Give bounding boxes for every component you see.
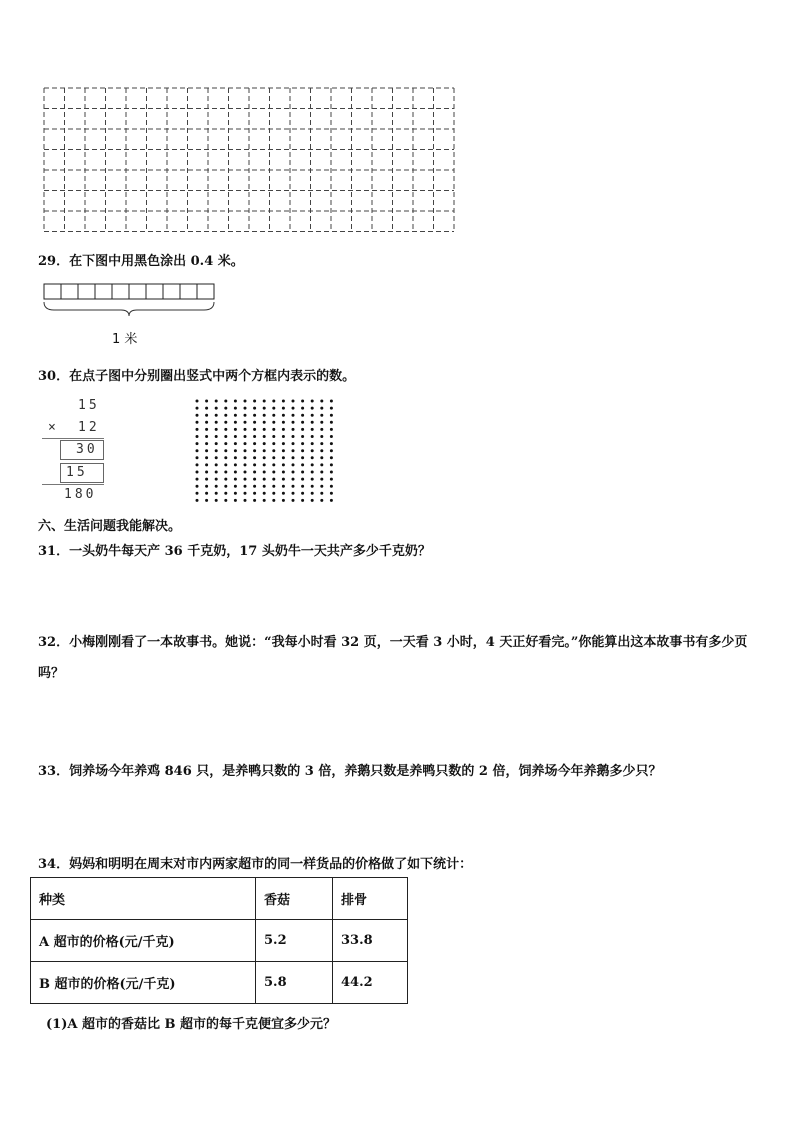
partial-product-2: 15 bbox=[66, 465, 88, 480]
multiplier: 12 bbox=[78, 420, 100, 435]
table-cell: 5.2 bbox=[256, 920, 333, 962]
dot bbox=[330, 485, 333, 488]
dot bbox=[253, 407, 256, 410]
question-34: 34．妈妈和明明在周末对市内两家超市的同一样货品的价格做了如下统计： bbox=[38, 857, 473, 872]
dot bbox=[215, 400, 218, 403]
dot bbox=[224, 456, 227, 459]
dot bbox=[301, 449, 304, 452]
dot bbox=[224, 492, 227, 495]
dot bbox=[311, 414, 314, 417]
table-row bbox=[31, 962, 408, 1004]
dot bbox=[215, 456, 218, 459]
dot bbox=[234, 485, 237, 488]
dot bbox=[263, 463, 266, 466]
dot bbox=[311, 471, 314, 474]
dot bbox=[244, 478, 247, 481]
dot bbox=[272, 478, 275, 481]
dot bbox=[282, 463, 285, 466]
dot bbox=[205, 414, 208, 417]
dot bbox=[301, 456, 304, 459]
dot bbox=[205, 492, 208, 495]
dot bbox=[196, 499, 199, 502]
dot bbox=[292, 414, 295, 417]
dot bbox=[244, 456, 247, 459]
table-cell: 33.8 bbox=[333, 920, 408, 962]
dot bbox=[224, 478, 227, 481]
dot bbox=[196, 449, 199, 452]
dot bbox=[292, 463, 295, 466]
dot bbox=[196, 492, 199, 495]
dot bbox=[272, 442, 275, 445]
strip-segment bbox=[163, 284, 180, 299]
dot bbox=[253, 414, 256, 417]
meter-strip bbox=[38, 282, 218, 330]
dot bbox=[311, 449, 314, 452]
dot bbox=[263, 471, 266, 474]
dot bbox=[253, 435, 256, 438]
dot bbox=[263, 456, 266, 459]
dot bbox=[320, 407, 323, 410]
dot bbox=[272, 456, 275, 459]
dot bbox=[282, 478, 285, 481]
question-30: 30．在点子图中分别圈出竖式中两个方框内表示的数。 bbox=[38, 369, 356, 384]
dot bbox=[224, 435, 227, 438]
dot bbox=[301, 463, 304, 466]
dot bbox=[215, 492, 218, 495]
dot bbox=[196, 471, 199, 474]
dot bbox=[205, 471, 208, 474]
dot bbox=[253, 456, 256, 459]
multiplicand: 15 bbox=[78, 398, 100, 413]
dot bbox=[224, 471, 227, 474]
strip-segment bbox=[44, 284, 61, 299]
dot bbox=[234, 499, 237, 502]
dot bbox=[253, 400, 256, 403]
dot bbox=[320, 499, 323, 502]
dot bbox=[272, 435, 275, 438]
meter-label: 1 米 bbox=[112, 332, 138, 347]
dot bbox=[244, 492, 247, 495]
section-heading: 六、生活问题我能解决。 bbox=[38, 519, 182, 534]
dot bbox=[320, 421, 323, 424]
dot bbox=[272, 421, 275, 424]
dot bbox=[282, 449, 285, 452]
table-cell: 44.2 bbox=[333, 962, 408, 1004]
dot bbox=[224, 499, 227, 502]
dashed-grid bbox=[38, 84, 458, 234]
dot bbox=[205, 485, 208, 488]
dot bbox=[301, 492, 304, 495]
dot bbox=[320, 492, 323, 495]
dot bbox=[205, 400, 208, 403]
dot bbox=[330, 449, 333, 452]
dot bbox=[224, 421, 227, 424]
dot bbox=[196, 442, 199, 445]
dot bbox=[253, 499, 256, 502]
dot bbox=[292, 499, 295, 502]
dot bbox=[272, 414, 275, 417]
dot bbox=[301, 485, 304, 488]
dot bbox=[330, 499, 333, 502]
dot bbox=[282, 442, 285, 445]
dot bbox=[282, 407, 285, 410]
dot bbox=[205, 428, 208, 431]
dot bbox=[205, 449, 208, 452]
dot bbox=[301, 407, 304, 410]
dot bbox=[320, 478, 323, 481]
dot bbox=[311, 442, 314, 445]
dot-grid bbox=[193, 398, 339, 506]
dot bbox=[301, 478, 304, 481]
dot bbox=[292, 471, 295, 474]
header-ribs: 排骨 bbox=[333, 878, 408, 920]
dot bbox=[320, 442, 323, 445]
table-header-row bbox=[31, 878, 408, 920]
dot bbox=[263, 478, 266, 481]
dot bbox=[215, 471, 218, 474]
rule-line-2 bbox=[42, 484, 104, 485]
dot bbox=[253, 485, 256, 488]
dot bbox=[253, 471, 256, 474]
dot bbox=[301, 400, 304, 403]
dot bbox=[320, 463, 323, 466]
dot bbox=[253, 442, 256, 445]
dot bbox=[263, 442, 266, 445]
dot bbox=[272, 400, 275, 403]
dot bbox=[253, 478, 256, 481]
dot bbox=[282, 492, 285, 495]
question-33: 33．饲养场今年养鸡 846 只，是养鸭只数的 3 倍，养鹅只数是养鸭只数的 2 倍，饲养场今年养鹅多少只？ bbox=[38, 764, 662, 779]
dot bbox=[196, 463, 199, 466]
dot bbox=[263, 428, 266, 431]
dot bbox=[330, 407, 333, 410]
dot bbox=[244, 485, 247, 488]
strip-segment bbox=[180, 284, 197, 299]
dot bbox=[311, 435, 314, 438]
dot bbox=[215, 435, 218, 438]
question-34-sub-1: (1)A 超市的香菇比 B 超市的每千克便宜多少元？ bbox=[46, 1017, 336, 1032]
dot bbox=[263, 407, 266, 410]
partial-product-1: 30 bbox=[76, 442, 98, 457]
dot bbox=[253, 421, 256, 424]
dot bbox=[272, 449, 275, 452]
dot bbox=[282, 428, 285, 431]
dot bbox=[301, 421, 304, 424]
dot bbox=[282, 485, 285, 488]
dot bbox=[263, 414, 266, 417]
dot bbox=[205, 499, 208, 502]
dot bbox=[244, 400, 247, 403]
dot bbox=[244, 421, 247, 424]
dot bbox=[292, 478, 295, 481]
dot bbox=[205, 421, 208, 424]
dot bbox=[263, 435, 266, 438]
strip-segment bbox=[78, 284, 95, 299]
dot bbox=[234, 471, 237, 474]
dot bbox=[320, 456, 323, 459]
strip-segment bbox=[129, 284, 146, 299]
dot bbox=[320, 449, 323, 452]
dot bbox=[282, 471, 285, 474]
dot bbox=[253, 463, 256, 466]
dot bbox=[234, 407, 237, 410]
dot bbox=[224, 442, 227, 445]
dot bbox=[196, 485, 199, 488]
dot bbox=[301, 471, 304, 474]
dot bbox=[330, 471, 333, 474]
dot bbox=[224, 407, 227, 410]
dot bbox=[205, 478, 208, 481]
dot bbox=[272, 471, 275, 474]
dot bbox=[282, 414, 285, 417]
dot bbox=[292, 456, 295, 459]
dot bbox=[253, 492, 256, 495]
dot bbox=[311, 400, 314, 403]
dot bbox=[330, 463, 333, 466]
dot bbox=[244, 499, 247, 502]
dot bbox=[234, 463, 237, 466]
dot bbox=[224, 485, 227, 488]
dot bbox=[215, 449, 218, 452]
dot bbox=[224, 428, 227, 431]
dot bbox=[215, 414, 218, 417]
dot bbox=[196, 456, 199, 459]
dot bbox=[330, 400, 333, 403]
dot bbox=[224, 400, 227, 403]
dot bbox=[311, 492, 314, 495]
dot bbox=[234, 414, 237, 417]
dot bbox=[320, 428, 323, 431]
dot bbox=[272, 492, 275, 495]
dot bbox=[234, 492, 237, 495]
dot bbox=[196, 400, 199, 403]
dot bbox=[215, 428, 218, 431]
dot bbox=[292, 421, 295, 424]
dot bbox=[205, 442, 208, 445]
dot bbox=[244, 471, 247, 474]
dot bbox=[311, 478, 314, 481]
dot bbox=[234, 456, 237, 459]
dot bbox=[292, 435, 295, 438]
strip-segment bbox=[146, 284, 163, 299]
dot bbox=[215, 463, 218, 466]
dot bbox=[224, 449, 227, 452]
dot bbox=[263, 485, 266, 488]
brace bbox=[44, 302, 214, 316]
dot bbox=[292, 407, 295, 410]
table-row bbox=[31, 920, 408, 962]
dot bbox=[234, 449, 237, 452]
dot bbox=[311, 407, 314, 410]
dot bbox=[311, 485, 314, 488]
dot bbox=[311, 499, 314, 502]
dot bbox=[330, 456, 333, 459]
dot bbox=[272, 485, 275, 488]
dot bbox=[292, 442, 295, 445]
header-mushroom: 香菇 bbox=[256, 878, 333, 920]
dot bbox=[292, 485, 295, 488]
dot bbox=[272, 428, 275, 431]
dot bbox=[272, 463, 275, 466]
dot bbox=[234, 428, 237, 431]
dot bbox=[320, 471, 323, 474]
final-product: 180 bbox=[64, 487, 97, 502]
dot bbox=[292, 449, 295, 452]
dot bbox=[234, 442, 237, 445]
dot bbox=[301, 428, 304, 431]
dot bbox=[330, 492, 333, 495]
dot bbox=[244, 435, 247, 438]
dot bbox=[320, 400, 323, 403]
dot bbox=[320, 485, 323, 488]
rule-line-1 bbox=[42, 438, 104, 439]
dot bbox=[311, 421, 314, 424]
dot bbox=[263, 449, 266, 452]
dot bbox=[330, 414, 333, 417]
dot bbox=[282, 400, 285, 403]
strip-segment bbox=[197, 284, 214, 299]
dot bbox=[311, 456, 314, 459]
dot bbox=[282, 499, 285, 502]
strip-segment bbox=[95, 284, 112, 299]
dot bbox=[196, 435, 199, 438]
question-32: 32．小梅刚刚看了一本故事书。她说：“我每小时看 32 页，一天看 3 小时，4 天正好看完。”你能算出这本故事书有多少页吗？ bbox=[38, 635, 748, 681]
dot bbox=[292, 400, 295, 403]
header-category: 种类 bbox=[31, 878, 256, 920]
dot bbox=[292, 492, 295, 495]
dot bbox=[196, 421, 199, 424]
dot bbox=[320, 435, 323, 438]
dot bbox=[330, 478, 333, 481]
dot bbox=[301, 499, 304, 502]
dot bbox=[263, 492, 266, 495]
dot bbox=[263, 400, 266, 403]
dot bbox=[234, 400, 237, 403]
dot bbox=[244, 449, 247, 452]
dot bbox=[205, 435, 208, 438]
dot bbox=[215, 421, 218, 424]
dot bbox=[263, 499, 266, 502]
dot bbox=[196, 428, 199, 431]
dot bbox=[224, 414, 227, 417]
dot bbox=[244, 428, 247, 431]
dot bbox=[301, 414, 304, 417]
dot bbox=[205, 463, 208, 466]
times-sign: × bbox=[48, 420, 59, 435]
dot bbox=[244, 463, 247, 466]
dot bbox=[234, 421, 237, 424]
dot bbox=[292, 428, 295, 431]
dot bbox=[215, 407, 218, 410]
dot bbox=[205, 456, 208, 459]
question-29: 29．在下图中用黑色涂出 0.4 米。 bbox=[38, 254, 244, 269]
dot bbox=[282, 435, 285, 438]
dot bbox=[330, 428, 333, 431]
table-cell: 5.8 bbox=[256, 962, 333, 1004]
dot bbox=[253, 428, 256, 431]
dot bbox=[301, 442, 304, 445]
dot bbox=[311, 428, 314, 431]
dot bbox=[244, 407, 247, 410]
dot bbox=[215, 442, 218, 445]
dot bbox=[196, 478, 199, 481]
question-31: 31．一头奶牛每天产 36 千克奶，17 头奶牛一天共产多少千克奶？ bbox=[38, 544, 431, 559]
dot bbox=[311, 463, 314, 466]
dot bbox=[234, 478, 237, 481]
strip-segment bbox=[112, 284, 129, 299]
dot bbox=[196, 414, 199, 417]
strip-segment bbox=[61, 284, 78, 299]
dot bbox=[330, 421, 333, 424]
row-label: B 超市的价格(元/千克) bbox=[31, 962, 256, 1004]
dot bbox=[320, 414, 323, 417]
dot bbox=[244, 414, 247, 417]
price-table bbox=[30, 877, 408, 1004]
dot bbox=[196, 407, 199, 410]
dot bbox=[330, 435, 333, 438]
dot bbox=[244, 442, 247, 445]
dot bbox=[215, 499, 218, 502]
dot bbox=[234, 435, 237, 438]
dot bbox=[224, 463, 227, 466]
dot bbox=[263, 421, 266, 424]
dot bbox=[282, 421, 285, 424]
dot bbox=[301, 435, 304, 438]
row-label: A 超市的价格(元/千克) bbox=[31, 920, 256, 962]
dot bbox=[282, 456, 285, 459]
dot bbox=[205, 407, 208, 410]
dot bbox=[215, 485, 218, 488]
dot bbox=[215, 478, 218, 481]
dot bbox=[330, 442, 333, 445]
dot bbox=[272, 407, 275, 410]
dot bbox=[253, 449, 256, 452]
dot bbox=[272, 499, 275, 502]
